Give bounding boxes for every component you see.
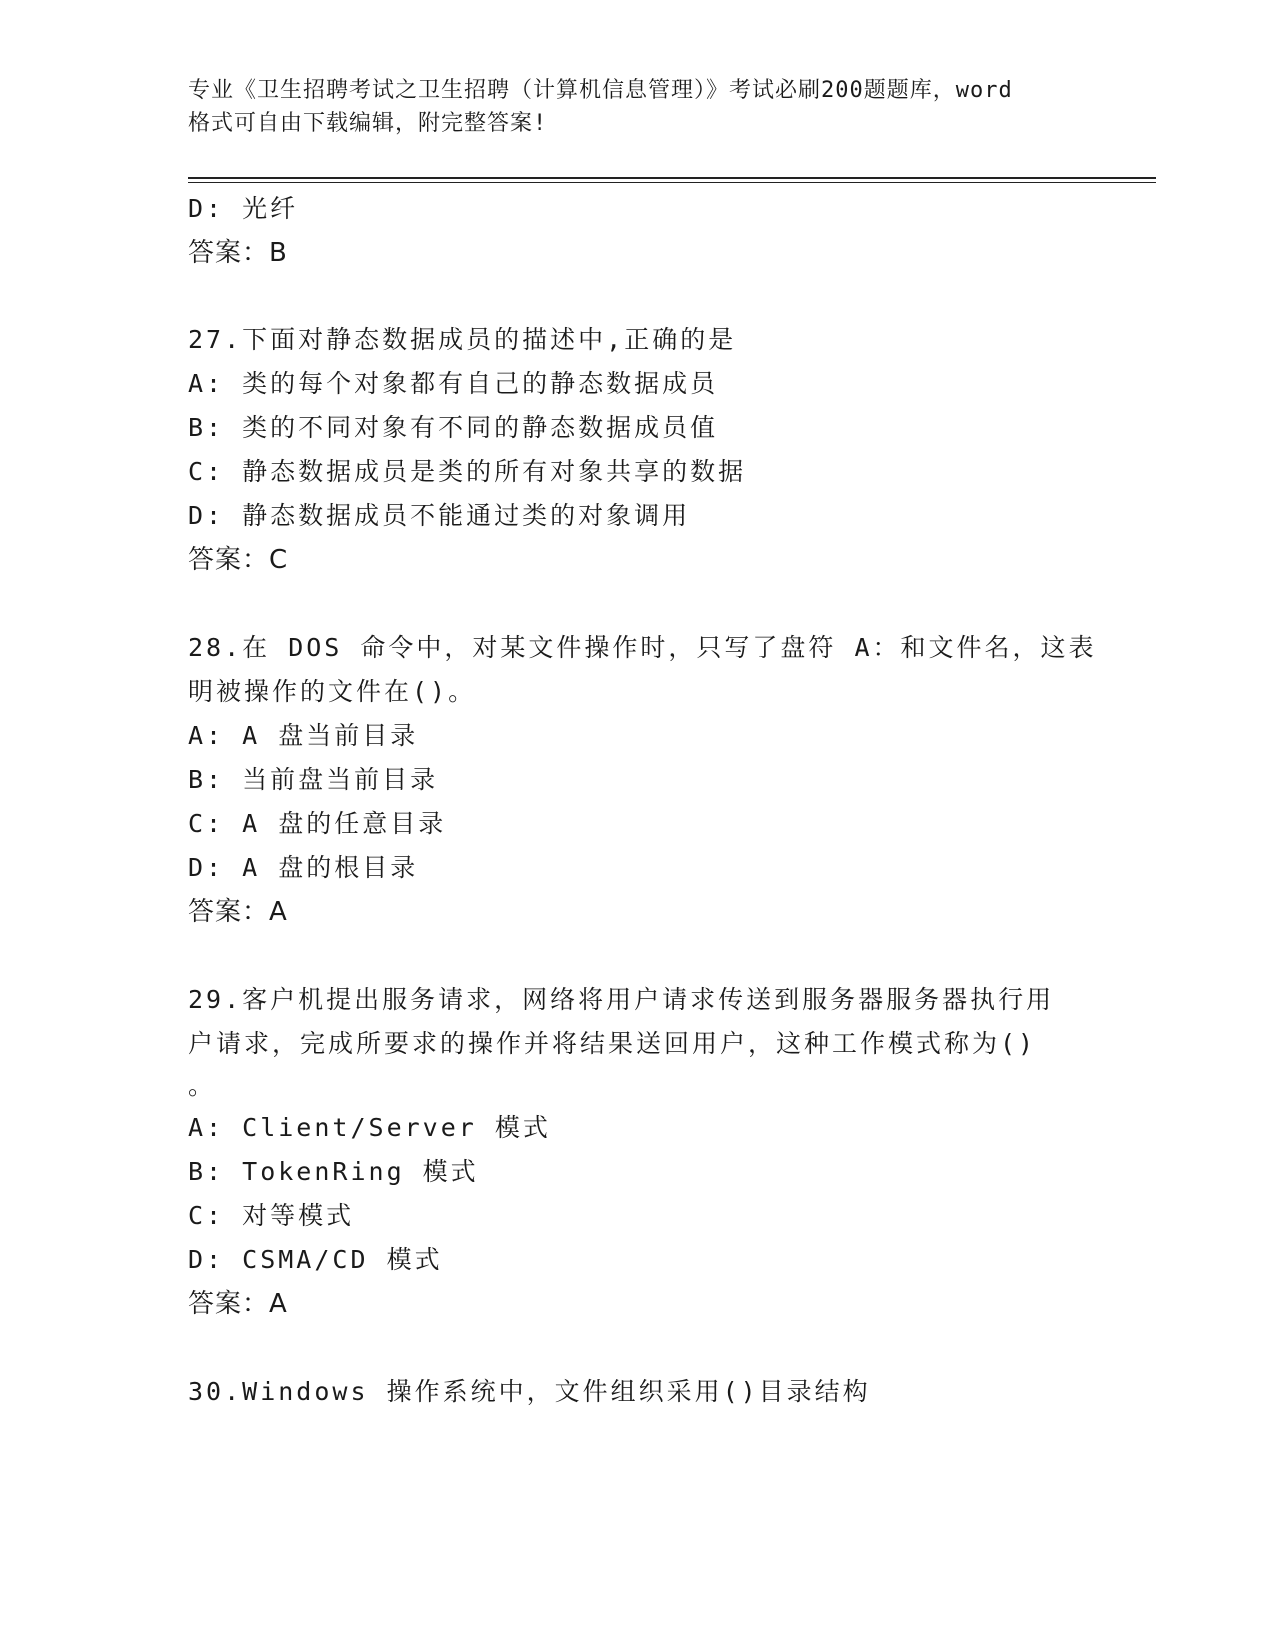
q29-answer: 答案：A xyxy=(188,1289,288,1319)
q29-stem-line-3: 。 xyxy=(188,1071,217,1100)
q28-answer: 答案：A xyxy=(188,897,288,927)
q28-stem-line-1: 28.在 DOS 命令中，对某文件操作时，只写了盘符 A：和文件名，这表 xyxy=(188,633,1097,662)
q28-option-b: B: 当前盘当前目录 xyxy=(188,765,439,794)
header-line-2: 格式可自由下载编辑，附完整答案! xyxy=(188,111,548,136)
q27-answer: 答案：C xyxy=(188,545,289,575)
document-header xyxy=(188,74,1088,140)
q30-stem: 30.Windows 操作系统中，文件组织采用()目录结构 xyxy=(188,1377,871,1406)
prev-option-d: D: 光纤 xyxy=(188,194,299,223)
prev-answer: 答案：B xyxy=(188,238,288,268)
q27-option-c: C: 静态数据成员是类的所有对象共享的数据 xyxy=(188,457,747,486)
q29-option-b: B: TokenRing 模式 xyxy=(188,1157,479,1186)
q28-stem-line-2: 明被操作的文件在()。 xyxy=(188,677,477,706)
q29-stem-line-2: 户请求，完成所要求的操作并将结果送回用户，这种工作模式称为() xyxy=(188,1029,1037,1058)
q29-stem-line-1: 29.客户机提出服务请求，网络将用户请求传送到服务器服务器执行用 xyxy=(188,985,1055,1014)
q28-option-a: A: A 盘当前目录 xyxy=(188,721,419,750)
q27-stem: 27.下面对静态数据成员的描述中,正确的是 xyxy=(188,325,737,354)
q27-option-b: B: 类的不同对象有不同的静态数据成员值 xyxy=(188,413,719,442)
header-divider-thick xyxy=(188,177,1156,179)
q29-option-c: C: 对等模式 xyxy=(188,1201,355,1230)
q28-option-d: D: A 盘的根目录 xyxy=(188,853,419,882)
q27-option-a: A: 类的每个对象都有自己的静态数据成员 xyxy=(188,369,719,398)
q28-option-c: C: A 盘的任意目录 xyxy=(188,809,447,838)
q27-option-d: D: 静态数据成员不能通过类的对象调用 xyxy=(188,501,691,530)
header-divider-thin xyxy=(188,182,1156,183)
q29-option-a: A: Client/Server 模式 xyxy=(188,1113,551,1142)
header-line-1: 专业《卫生招聘考试之卫生招聘（计算机信息管理）》考试必刷200题题库，word xyxy=(188,78,1013,103)
q29-option-d: D: CSMA/CD 模式 xyxy=(188,1245,443,1274)
